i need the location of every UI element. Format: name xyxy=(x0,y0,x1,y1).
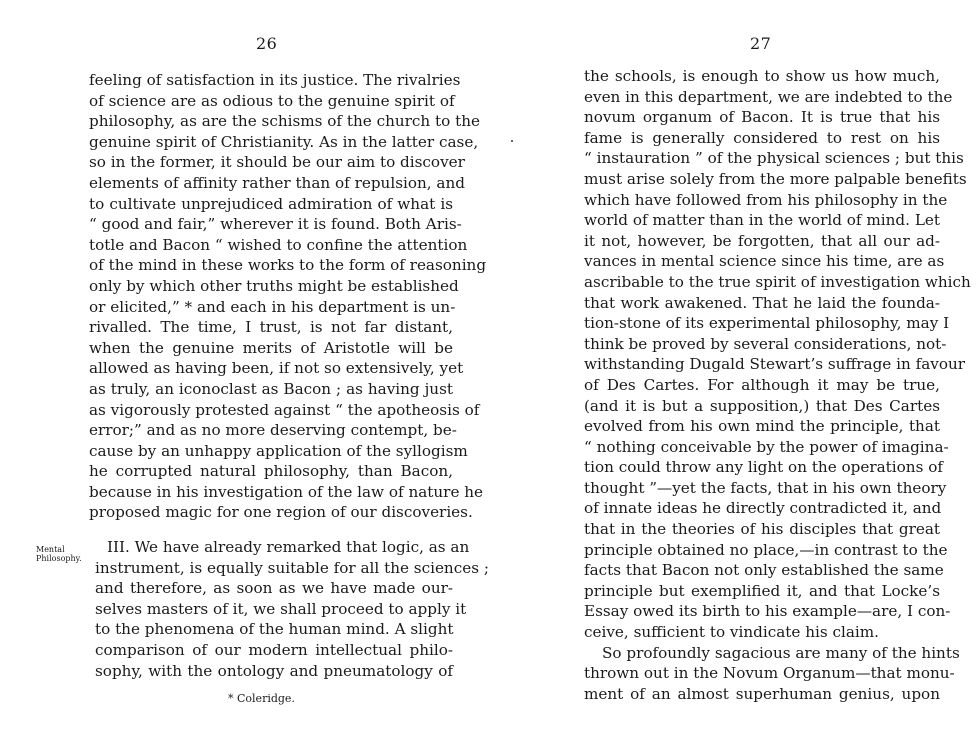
text-line: principle obtained no place,—in contrast to the xyxy=(584,540,948,559)
text-line: “ instauration ” of the physical sciences ; but this xyxy=(584,149,964,168)
margin-note-line: Philosophy. xyxy=(36,554,82,563)
text-line: to cultivate unprejudiced admiration of what is xyxy=(89,194,453,213)
text-line: principle but exemplified it, and that Locke’s xyxy=(584,581,940,600)
right-page xyxy=(490,0,980,740)
text-line: withstanding Dugald Stewart’s suffrage in favour xyxy=(584,355,966,374)
text-line: ascribable to the true spirit of investigation which xyxy=(584,272,971,291)
text-line: So profoundly sagacious are many of the hints xyxy=(602,643,960,662)
text-line: of Des Cartes. For although it may be true, xyxy=(584,375,940,394)
text-line: feeling of satisfaction in its justice. The rivalries xyxy=(89,71,461,89)
text-line: thrown out in the Novum Organum—that monu- xyxy=(584,664,955,683)
text-line: philosophy, as are the schisms of the church to the xyxy=(89,112,480,131)
text-line: as vigorously protested against “ the apotheosis of xyxy=(89,400,480,419)
text-line: that in the theories of his disciples that great xyxy=(584,520,940,539)
text-line: to the phenomena of the human mind. A slight xyxy=(95,620,454,639)
text-line: world of matter than in the world of mind. Let xyxy=(584,211,940,230)
text-line: when the genuine merits of Aristotle will be xyxy=(89,338,453,357)
text-line: vances in mental science since his time, are as xyxy=(584,252,945,271)
text-line: genuine spirit of Christianity. As in the latter case, xyxy=(89,132,479,151)
text-line: of science are as odious to the genuine spirit of xyxy=(89,91,455,110)
text-line: novum organum of Bacon. It is true that his xyxy=(584,108,940,127)
text-line: error;” and as no more deserving contempt, be- xyxy=(89,421,457,440)
text-line: ceive, sufficient to vindicate his claim. xyxy=(584,623,879,642)
text-line: must arise solely from the more palpable benefits xyxy=(584,169,967,188)
text-line: cause by an unhappy application of the syllogism xyxy=(89,441,468,460)
text-line: he corrupted natural philosophy, than Bacon, xyxy=(89,462,453,481)
text-line: allowed as having been, if not so extensively, yet xyxy=(89,359,464,378)
text-line: of the mind in these works to the form of reasoning xyxy=(89,256,487,275)
text-line: Essay owed its birth to his example—are, I con- xyxy=(584,602,951,621)
right-body-text xyxy=(584,66,971,704)
text-line: which have followed from his philosophy in the xyxy=(584,190,948,209)
text-line: that work awakened. That he laid the founda- xyxy=(584,293,940,312)
footnote: * Coleridge. xyxy=(228,692,295,705)
text-line: totle and Bacon “ wished to confine the attention xyxy=(89,235,468,254)
text-line: (and it is but a supposition,) that Des Cartes xyxy=(584,396,940,415)
text-line: so in the former, it should be our aim to discover xyxy=(89,153,465,172)
section-heading-line: III. We have already remarked that logic, as an xyxy=(107,538,470,557)
text-line: think be proved by several considerations, not- xyxy=(584,334,947,353)
text-line: tion could throw any light on the operations of xyxy=(584,458,943,477)
text-line: selves masters of it, we shall proceed to apply it xyxy=(95,599,467,618)
left-body-text xyxy=(89,70,489,681)
text-line: it not, however, be forgotten, that all our ad- xyxy=(584,231,940,250)
text-line: elements of affinity rather than of repulsion, and xyxy=(89,173,465,192)
text-line: the schools, is enough to show us how much, xyxy=(584,67,940,85)
text-line: and therefore, as soon as we have made our- xyxy=(95,579,453,598)
text-line: as truly, an iconoclast as Bacon ; as having just xyxy=(89,379,453,398)
page-number: 26 xyxy=(256,34,278,53)
text-line: evolved from his own mind the principle, that xyxy=(584,417,940,436)
text-line: or elicited,” * and each in his department is un- xyxy=(89,297,456,316)
text-line: sophy, with the ontology and pneumatology of xyxy=(95,661,453,680)
margin-note xyxy=(36,545,86,563)
text-line: proposed magic for one region of our discoveries. xyxy=(89,503,473,522)
page-number: 27 xyxy=(750,34,772,53)
margin-note-line: Mental xyxy=(36,545,65,554)
text-line: because in his investigation of the law of nature he xyxy=(89,482,484,501)
text-line: facts that Bacon not only established the same xyxy=(584,561,944,580)
text-line: fame is generally considered to rest on his xyxy=(584,128,940,147)
text-line: even in this department, we are indebted to the xyxy=(584,87,953,106)
text-line: tion-stone of its experimental philosophy, may I xyxy=(584,314,950,333)
text-line: rivalled. The time, I trust, is not far distant, xyxy=(89,318,453,337)
text-line: of innate ideas he directly contradicted it, and xyxy=(584,499,942,518)
text-line: instrument, is equally suitable for all the sciences ; xyxy=(95,558,489,577)
text-line: “ good and fair,” wherever it is found. Both Aris- xyxy=(89,215,462,234)
text-line: “ nothing conceivable by the power of imagina- xyxy=(584,437,949,456)
text-line: thought ”—yet the facts, that in his own theory xyxy=(584,478,947,497)
text-line: comparison of our modern intellectual philo- xyxy=(95,641,453,660)
paragraph-gap xyxy=(89,523,453,537)
text-line: only by which other truths might be established xyxy=(89,276,459,295)
text-line: ment of an almost superhuman genius, upon xyxy=(584,684,940,703)
